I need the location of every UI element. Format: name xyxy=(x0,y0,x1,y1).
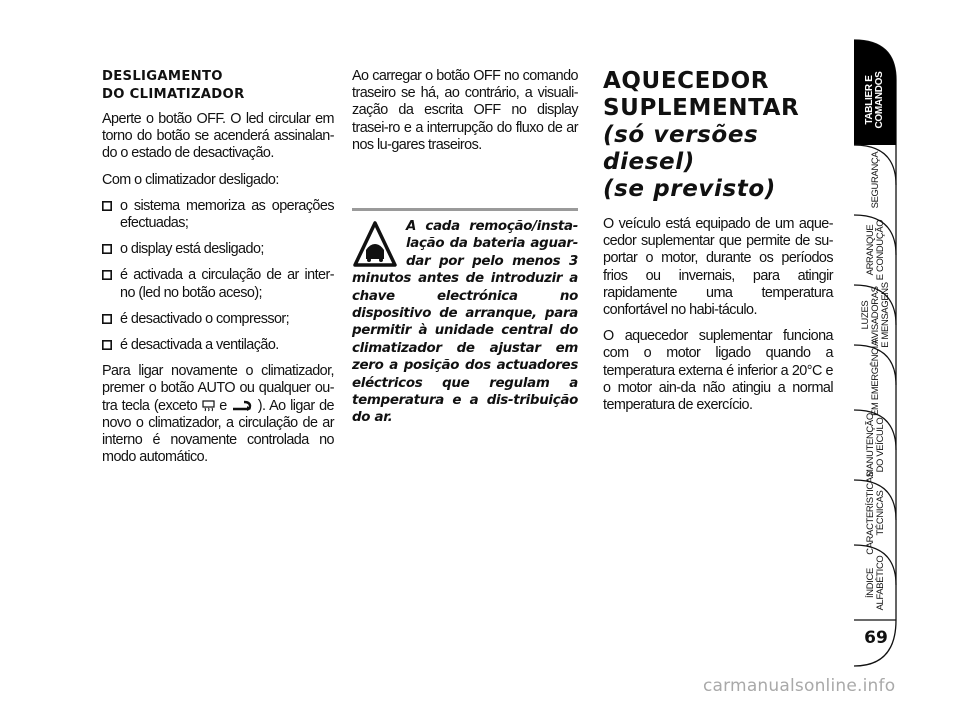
checkbox-bullet-icon xyxy=(102,201,112,211)
tab-label-line: SEGURANÇA xyxy=(869,151,880,209)
list-item-text: é desactivada a ventilação. xyxy=(120,337,279,354)
column-2 xyxy=(352,68,578,163)
checkbox-bullet-icon xyxy=(102,270,112,280)
section-title xyxy=(603,68,833,203)
tab-label-line: COMANDOS xyxy=(874,71,885,129)
tab-luzes-avisadoras[interactable] xyxy=(854,282,896,348)
list-item-text: o sistema memoriza as operações efectuadas; xyxy=(120,197,334,232)
column-1 xyxy=(102,68,334,475)
paragraph: Com o climatizador desligado: xyxy=(102,171,279,188)
paragraph: Ao carregar o botão OFF no comando traseiro se há, ao contrário, a visuali-zação da escrita OFF no display trasei-ro e a interrupção do fluxo de ar nos lu-gares traseiros. xyxy=(352,68,578,153)
list-item xyxy=(102,198,334,232)
list-item-text: é activada a circulação de ar inter-no (led no botão aceso); xyxy=(120,267,334,301)
list-item xyxy=(102,311,334,328)
divider xyxy=(352,208,578,211)
tab-tablier-e-comandos[interactable] xyxy=(854,60,896,140)
tab-label xyxy=(865,71,885,128)
tab-label-line: CARACTERÍSTICAS xyxy=(864,470,875,555)
paragraph: Aperte o botão OFF. O led circular em torno do botão se acenderá assinalan-do o estado de desactivação. xyxy=(102,111,334,162)
warning-text: A cada remoção/insta-lação da bateria aguar-dar por pelo menos 3 minutos antes de introduzir a chave electrónica no dispositivo de arranque, para permitir à unidade central do climatizador de ajustar em zero a posição dos actuadores eléctricos que regulam a temperatura e a dis-tribuição do ar. xyxy=(352,219,578,426)
paragraph-text: ). Ao ligar de novo o climatizador, a circulação de ar interno é novamente controlada no modo automático. xyxy=(102,397,334,466)
tab-seguranca[interactable] xyxy=(854,145,896,215)
paragraph xyxy=(102,363,334,466)
tab-label-line: ARRANQUE xyxy=(864,224,875,276)
battery-warning-icon xyxy=(352,220,398,270)
recirculation-icon xyxy=(231,400,253,411)
tab-manutencao-do-veiculo[interactable] xyxy=(854,410,896,480)
warning-box xyxy=(352,218,578,427)
paragraph-text: e xyxy=(219,397,227,414)
list-item xyxy=(102,337,334,354)
tab-em-emergencia[interactable] xyxy=(854,339,896,416)
paragraph: O veículo está equipado de um aque-cedor suplementar que permite de su-portar o motor, durante os períodos frios ou invernais, para atingir rapidamente uma temperatura confortável no habi-táculo. xyxy=(603,216,833,319)
tab-label-line: E MENSAGENS xyxy=(879,282,890,348)
column-3 xyxy=(603,68,833,423)
title-line-4: (se previsto) xyxy=(603,176,776,202)
title-line-3: (só versões diesel) xyxy=(603,122,759,175)
list-item xyxy=(102,241,334,258)
tab-label-line: AVISADORAS xyxy=(869,286,880,344)
tab-label-line: LUZES xyxy=(859,300,870,330)
paragraph: O aquecedor suplementar funciona com o motor ligado quando a temperatura externa é inferior a 20°C e o motor ain-da não atingiu a normal temperatura de exercício. xyxy=(603,328,833,414)
checkbox-bullet-icon xyxy=(102,314,112,324)
heading-line-1: DESLIGAMENTO xyxy=(102,69,223,84)
tab-label xyxy=(870,152,880,209)
checkbox-bullet-icon xyxy=(102,244,112,254)
list-item-text: é desactivado o compressor; xyxy=(120,310,290,327)
tab-caracteristicas-tecnicas[interactable] xyxy=(854,470,896,555)
title-line-1: AQUECEDOR xyxy=(603,68,770,94)
tab-label-line: ALFABÉTICO xyxy=(874,555,885,610)
tab-label xyxy=(865,413,885,477)
tab-indice-alfabetico[interactable] xyxy=(854,545,896,620)
watermark: carmanualsonline.info xyxy=(703,676,896,696)
tab-label-line: TÉCNICAS xyxy=(874,489,885,536)
tab-label-line: TABLIER E xyxy=(864,75,875,125)
tab-label xyxy=(865,555,885,610)
tab-label xyxy=(860,282,890,347)
paragraph-text: Para ligar novamente o climatizador, premer o botão AUTO ou qualquer ou-tra tecla (exceto xyxy=(102,363,334,414)
tab-label-line: MANUTENÇÃO xyxy=(864,413,875,477)
list-item xyxy=(102,267,334,301)
tab-arranque-e-conducao[interactable] xyxy=(854,215,896,285)
tab-label xyxy=(865,220,885,281)
tab-label xyxy=(870,340,880,416)
tab-label-line: ÍNDICE xyxy=(864,567,875,598)
tab-label-line: E CONDUÇÃO xyxy=(874,219,885,281)
checkbox-bullet-icon xyxy=(102,340,112,350)
heading-line-2: DO CLIMATIZADOR xyxy=(102,87,245,102)
tab-label-line: DO VEÍCULO xyxy=(874,417,885,473)
list-item-text: o display está desligado; xyxy=(120,241,264,258)
rear-defrost-icon xyxy=(202,400,215,412)
title-line-2: SUPLEMENTAR xyxy=(603,95,800,121)
tab-label xyxy=(865,471,885,555)
section-heading xyxy=(102,68,334,104)
page-number: 69 xyxy=(864,628,888,648)
tab-label-line: EM EMERGÊNCIA xyxy=(869,339,880,416)
